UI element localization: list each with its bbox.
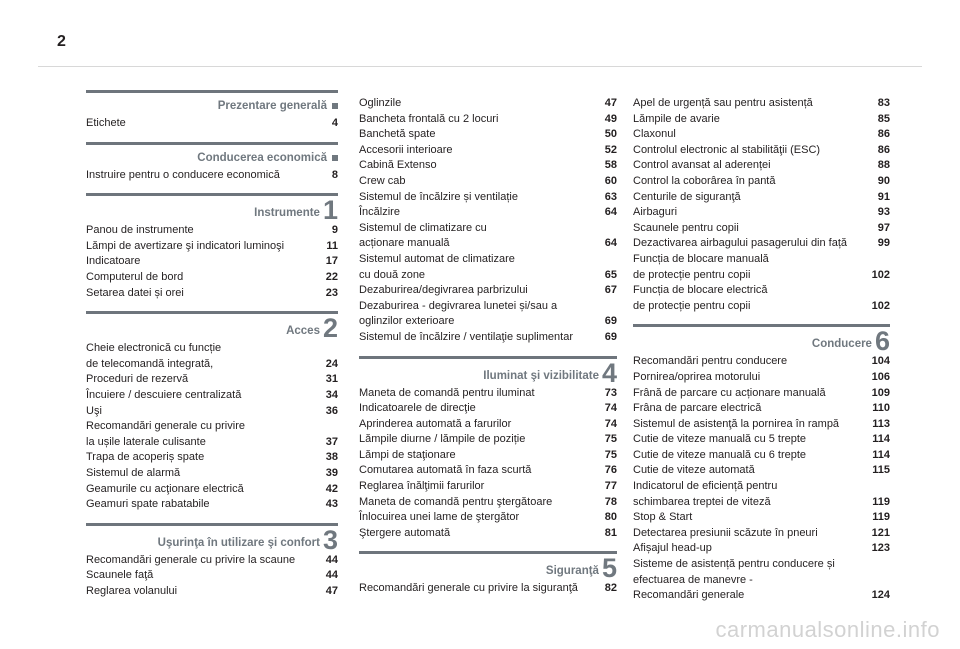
toc-entry-label: Airbaguri bbox=[633, 206, 678, 219]
toc-entry-label: Claxonul bbox=[633, 128, 676, 141]
toc-entry-page: 113 bbox=[872, 417, 890, 430]
toc-entry-page: 64 bbox=[604, 206, 617, 219]
toc-entry-label: Apel de urgență sau pentru asistență bbox=[633, 97, 813, 109]
toc-entry[interactable] bbox=[86, 482, 338, 498]
toc-entry-page: 36 bbox=[325, 404, 338, 417]
section-title: Uşurinţa în utilizare şi confort bbox=[157, 536, 320, 549]
toc-entry[interactable] bbox=[633, 557, 890, 573]
section-title: Siguranţă bbox=[545, 565, 599, 578]
toc-entry[interactable] bbox=[633, 174, 890, 190]
toc-entry-label: Recomandări generale bbox=[633, 589, 745, 602]
section-header bbox=[86, 311, 338, 344]
toc-entry-label: Trapa de acoperiș spate bbox=[86, 451, 205, 464]
toc-entry-page: 102 bbox=[871, 299, 890, 312]
toc-entry-label: Scaunele faţă bbox=[86, 569, 154, 582]
section-header bbox=[86, 142, 338, 166]
toc-entry[interactable] bbox=[359, 283, 617, 299]
toc-entry-page: 24 bbox=[325, 357, 338, 370]
toc-entry-label: acționare manuală bbox=[359, 237, 450, 250]
toc-entry-label: Aprinderea automată a farurilor bbox=[359, 417, 512, 430]
toc-entry[interactable] bbox=[86, 341, 338, 357]
toc-entry-label: Indicatoare bbox=[86, 255, 141, 268]
toc-entry[interactable] bbox=[633, 96, 890, 112]
toc-entry-label: Geamurile cu acţionare electrică bbox=[86, 482, 244, 495]
toc-entry-page: 22 bbox=[325, 270, 338, 283]
toc-entry[interactable] bbox=[633, 573, 890, 589]
toc-entry-page: 44 bbox=[325, 553, 338, 566]
toc-entry[interactable] bbox=[633, 495, 890, 511]
toc-entry-label: Funcția de blocare electrică bbox=[633, 284, 768, 297]
toc-entry-page: 47 bbox=[604, 97, 617, 109]
toc-entry-label: Înlocuirea unei lame de ştergător bbox=[359, 511, 520, 524]
toc-entry-page: 49 bbox=[604, 112, 617, 125]
toc-entry-label: Proceduri de rezervă bbox=[86, 373, 189, 386]
toc-entry[interactable] bbox=[359, 510, 617, 526]
toc-entry-page: 124 bbox=[871, 589, 890, 602]
toc-entry[interactable] bbox=[633, 417, 890, 433]
toc-entry[interactable] bbox=[86, 239, 338, 255]
toc-entry-label: Sistemul de alarmă bbox=[86, 466, 181, 479]
toc-entry-label: Recomandări generale cu privire la scaune bbox=[86, 553, 296, 566]
section-number: 4 bbox=[601, 357, 617, 388]
toc-entry[interactable] bbox=[86, 419, 338, 435]
toc-entry-label: Reglarea înălţimii farurilor bbox=[359, 480, 485, 493]
toc-entry-page: 65 bbox=[604, 268, 617, 281]
toc-entry-page: 121 bbox=[871, 526, 890, 539]
toc-entry[interactable] bbox=[633, 588, 890, 604]
toc-entry-label: Cutie de viteze manuală cu 6 trepte bbox=[633, 448, 807, 461]
toc-entry[interactable] bbox=[633, 479, 890, 495]
toc-entry-page: 85 bbox=[877, 112, 890, 125]
toc-section bbox=[359, 96, 617, 346]
toc-entry-label: Uşi bbox=[86, 404, 102, 417]
toc-entry-page: 67 bbox=[604, 284, 617, 297]
toc-entry-label: de protecție pentru copii bbox=[633, 299, 751, 312]
toc-entry[interactable] bbox=[86, 254, 338, 270]
toc-entry-page: 42 bbox=[325, 482, 338, 495]
toc-entry-page: 86 bbox=[877, 128, 890, 141]
toc-entry-page: 39 bbox=[325, 466, 338, 479]
toc-entry-page: 44 bbox=[325, 569, 338, 582]
toc-entry-page: 102 bbox=[871, 268, 890, 281]
toc-entry-label: Recomandări generale cu privire la siguranţă bbox=[359, 582, 578, 595]
toc-entry-page: 74 bbox=[604, 417, 617, 430]
toc-entry-label: Sistemul de încălzire / ventilaţie suplimentar bbox=[359, 330, 573, 343]
toc-section bbox=[359, 356, 617, 542]
toc-entry[interactable] bbox=[359, 314, 617, 330]
toc-section bbox=[633, 96, 890, 314]
toc-entry-label: de telecomandă integrată, bbox=[86, 357, 214, 370]
toc-entry[interactable] bbox=[359, 432, 617, 448]
toc-section bbox=[86, 90, 338, 132]
toc-entry-page: 80 bbox=[604, 511, 617, 524]
toc-entry-page: 4 bbox=[331, 117, 338, 129]
toc-entry-page: 75 bbox=[604, 433, 617, 446]
section-header bbox=[86, 523, 338, 555]
toc-entry-page: 123 bbox=[871, 542, 890, 555]
toc-entry-label: Instruire pentru o conducere economică bbox=[86, 168, 280, 181]
section-title: Iluminat şi vizibilitate bbox=[483, 369, 599, 382]
toc-entry-page: 91 bbox=[877, 190, 890, 203]
toc-entry-label: Frâna de parcare electrică bbox=[633, 402, 762, 415]
watermark: carmanualsonline.info bbox=[715, 617, 940, 642]
toc-entry[interactable] bbox=[359, 158, 617, 174]
toc-entry-label: Setarea datei și orei bbox=[86, 286, 184, 299]
toc-entry-label: Cutie de viteze manuală cu 5 trepte bbox=[633, 433, 807, 446]
toc-entry[interactable] bbox=[633, 190, 890, 206]
toc-entry[interactable] bbox=[633, 541, 890, 557]
section-number: 5 bbox=[601, 553, 617, 584]
toc-entry[interactable] bbox=[633, 252, 890, 268]
toc-entry-label: Dezactivarea airbagului pasagerului din față bbox=[633, 237, 848, 250]
toc-entry-label: Control avansat al aderenței bbox=[633, 159, 771, 172]
toc-entry[interactable] bbox=[86, 388, 338, 404]
toc-entry-label: Stop & Start bbox=[633, 511, 693, 524]
toc-entry-label: Sistemul automat de climatizare bbox=[359, 252, 515, 265]
toc-entry[interactable] bbox=[86, 553, 338, 569]
toc-entry[interactable] bbox=[359, 463, 617, 479]
toc-entry[interactable] bbox=[86, 466, 338, 482]
toc-entry-page: 34 bbox=[325, 388, 338, 401]
toc-entry-page: 37 bbox=[325, 435, 338, 448]
toc-entry[interactable] bbox=[633, 158, 890, 174]
toc-entry[interactable] bbox=[359, 330, 617, 346]
toc-entry-label: Maneta de comandă pentru ştergătoare bbox=[359, 495, 553, 508]
toc-entry[interactable] bbox=[359, 386, 617, 402]
toc-section bbox=[359, 551, 617, 597]
toc-entry-label: Frână de parcare cu acționare manuală bbox=[633, 386, 826, 399]
toc-entry-label: cu două zone bbox=[359, 268, 426, 281]
toc-entry[interactable] bbox=[359, 268, 617, 284]
toc-entry[interactable] bbox=[633, 112, 890, 128]
toc-entry[interactable] bbox=[86, 450, 338, 466]
toc-entry-label: Sistemul de încălzire și ventilație bbox=[359, 190, 518, 203]
toc-entry-label: Lămpi de avertizare şi indicatori luminoşi bbox=[86, 239, 285, 252]
toc-entry[interactable] bbox=[633, 432, 890, 448]
toc-entry-label: Cutie de viteze automată bbox=[633, 464, 755, 477]
toc-entry-page: 110 bbox=[872, 402, 890, 415]
toc-entry[interactable] bbox=[359, 581, 617, 597]
square-bullet-icon bbox=[332, 155, 338, 161]
toc-entry-page: 75 bbox=[604, 448, 617, 461]
section-title: Conducere bbox=[811, 338, 872, 351]
toc-entry[interactable] bbox=[86, 372, 338, 388]
toc-entry-label: Sistemul de climatizare cu bbox=[359, 221, 487, 234]
section-header bbox=[359, 551, 617, 584]
square-bullet-icon bbox=[332, 103, 338, 109]
toc-entry-page: 119 bbox=[872, 495, 890, 508]
section-number: 6 bbox=[874, 326, 890, 357]
toc-entry-label: Lămpile diurne / lămpile de poziție bbox=[359, 433, 526, 446]
toc-entry[interactable] bbox=[86, 168, 338, 184]
toc-entry[interactable] bbox=[86, 357, 338, 373]
toc-entry-page: 82 bbox=[604, 582, 617, 595]
toc-entry-label: Dezaburirea/degivrarea parbrizului bbox=[359, 284, 528, 297]
toc-entry[interactable] bbox=[633, 354, 890, 370]
toc-entry-page: 114 bbox=[872, 433, 890, 446]
toc-entry-label: la ușile laterale culisante bbox=[86, 435, 206, 448]
toc-entry[interactable] bbox=[86, 435, 338, 451]
toc-entry-label: Pornirea/oprirea motorului bbox=[633, 370, 761, 383]
section-title: Conducerea economică bbox=[197, 151, 327, 164]
toc-entry[interactable] bbox=[633, 448, 890, 464]
toc-entry-label: Bancheta frontală cu 2 locuri bbox=[359, 112, 499, 125]
toc-entry-page: 69 bbox=[604, 315, 617, 328]
toc-entry[interactable] bbox=[633, 299, 890, 315]
toc-entry-label: Indicatoarele de direcţie bbox=[359, 402, 476, 415]
toc-section bbox=[86, 523, 338, 600]
toc-entry[interactable] bbox=[633, 370, 890, 386]
toc-entry[interactable] bbox=[633, 236, 890, 252]
toc-entry-page: 81 bbox=[604, 526, 617, 539]
toc-entry-page: 58 bbox=[604, 159, 617, 172]
toc-entry-label: Indicatorul de eficiență pentru bbox=[633, 480, 778, 493]
toc-entry-label: Panou de instrumente bbox=[86, 224, 194, 237]
toc-entry-label: Controlul electronic al stabilităţii (ESC) bbox=[633, 143, 821, 156]
toc-entry-label: Scaunele pentru copii bbox=[633, 221, 739, 234]
toc-column-1 bbox=[86, 90, 338, 609]
toc-entry-label: Crew cab bbox=[359, 174, 406, 187]
toc-entry[interactable] bbox=[633, 143, 890, 159]
toc-entry-label: Cabină Extenso bbox=[359, 159, 437, 172]
toc-entry[interactable] bbox=[86, 497, 338, 513]
toc-entry-label: efectuarea de manevre - bbox=[633, 573, 753, 586]
toc-entry-label: Sisteme de asistență pentru conducere și bbox=[633, 558, 835, 571]
toc-entry[interactable] bbox=[633, 526, 890, 542]
toc-entry[interactable] bbox=[359, 174, 617, 190]
toc-entry-page: 31 bbox=[325, 373, 338, 386]
section-title: Acces bbox=[286, 325, 320, 338]
toc-entry-page: 64 bbox=[604, 237, 617, 250]
toc-entry[interactable] bbox=[359, 252, 617, 268]
toc-entry-label: Reglarea volanului bbox=[86, 584, 178, 597]
toc-entry-page: 99 bbox=[877, 237, 890, 250]
toc-entry-page: 43 bbox=[325, 498, 338, 511]
toc-section bbox=[86, 193, 338, 301]
toc-entry-label: Afișajul head-up bbox=[633, 542, 712, 555]
toc-entry-page: 11 bbox=[326, 239, 338, 252]
section-number: 3 bbox=[322, 524, 338, 555]
toc-entry-page: 90 bbox=[877, 174, 890, 187]
toc-entry[interactable] bbox=[633, 386, 890, 402]
toc-entry-label: Control la coborârea în pantă bbox=[633, 174, 776, 187]
toc-entry-label: Banchetă spate bbox=[359, 128, 436, 141]
toc-entry-page: 73 bbox=[604, 386, 617, 399]
top-divider bbox=[38, 66, 922, 67]
toc-entry-page: 88 bbox=[877, 159, 890, 172]
section-header bbox=[86, 193, 338, 226]
toc-entry-label: Oglinzile bbox=[359, 97, 402, 109]
page-number: 2 bbox=[57, 33, 66, 50]
toc-entry[interactable] bbox=[359, 96, 617, 112]
toc-entry-label: Detectarea presiunii scăzute în pneuri bbox=[633, 526, 818, 539]
toc-entry-page: 9 bbox=[331, 224, 338, 237]
section-header bbox=[359, 356, 617, 388]
toc-entry[interactable] bbox=[359, 143, 617, 159]
toc-entry-label: Dezaburirea - degivrarea lunetei și/sau a bbox=[359, 299, 558, 312]
toc-entry-label: Recomandări pentru conducere bbox=[633, 355, 788, 368]
toc-section bbox=[633, 324, 890, 604]
toc-entry-label: Maneta de comandă pentru iluminat bbox=[359, 386, 535, 399]
toc-entry[interactable] bbox=[86, 404, 338, 420]
toc-entry[interactable] bbox=[633, 268, 890, 284]
toc-entry-label: Ştergere automată bbox=[359, 526, 451, 539]
toc-entry-page: 86 bbox=[877, 143, 890, 156]
toc-entry-page: 23 bbox=[325, 286, 338, 299]
toc-entry-page: 115 bbox=[872, 464, 890, 477]
toc-entry-label: de protecție pentru copii bbox=[633, 268, 751, 281]
toc-column-3 bbox=[633, 90, 890, 614]
toc-entry[interactable] bbox=[86, 584, 338, 600]
toc-entry-label: Încuiere / descuiere centralizată bbox=[86, 388, 242, 401]
toc-entry[interactable] bbox=[86, 223, 338, 239]
toc-entry[interactable] bbox=[359, 495, 617, 511]
toc-entry-label: Centurile de siguranţă bbox=[633, 190, 741, 203]
toc-entry[interactable] bbox=[359, 190, 617, 206]
section-title: Instrumente bbox=[254, 207, 320, 220]
toc-entry-label: Etichete bbox=[86, 117, 126, 129]
toc-column-2 bbox=[359, 90, 617, 607]
toc-entry-page: 83 bbox=[877, 97, 890, 109]
toc-entry-page: 76 bbox=[604, 464, 617, 477]
section-number: 2 bbox=[322, 313, 338, 344]
toc-entry-label: Lămpile de avarie bbox=[633, 112, 720, 125]
toc-entry-page: 8 bbox=[331, 168, 338, 181]
toc-entry-page: 47 bbox=[325, 584, 338, 597]
toc-entry[interactable] bbox=[633, 221, 890, 237]
toc-entry[interactable] bbox=[359, 299, 617, 315]
toc-entry-page: 60 bbox=[604, 174, 617, 187]
toc-entry[interactable] bbox=[359, 112, 617, 128]
toc-entry-label: Accesorii interioare bbox=[359, 143, 453, 156]
toc-entry[interactable] bbox=[359, 205, 617, 221]
toc-entry-label: Cheie electronică cu funcție bbox=[86, 342, 222, 355]
toc-entry-page: 104 bbox=[871, 355, 890, 368]
toc-entry-page: 106 bbox=[871, 370, 890, 383]
toc-entry[interactable] bbox=[359, 448, 617, 464]
toc-entry-page: 74 bbox=[604, 402, 617, 415]
toc-entry-label: Lămpi de staţionare bbox=[359, 448, 456, 461]
toc-entry[interactable] bbox=[633, 401, 890, 417]
toc-entry-page: 52 bbox=[604, 143, 617, 156]
section-header bbox=[86, 90, 338, 114]
section-header bbox=[633, 324, 890, 357]
toc-entry-page: 109 bbox=[871, 386, 890, 399]
section-title: Prezentare generală bbox=[217, 100, 327, 112]
toc-entry[interactable] bbox=[633, 283, 890, 299]
toc-entry[interactable] bbox=[633, 510, 890, 526]
toc-entry[interactable] bbox=[359, 401, 617, 417]
toc-entry-label: Comutarea automată în faza scurtă bbox=[359, 464, 532, 477]
toc-entry-page: 38 bbox=[325, 451, 338, 464]
toc-entry[interactable] bbox=[633, 463, 890, 479]
toc-entry[interactable] bbox=[359, 236, 617, 252]
toc-section bbox=[86, 142, 338, 184]
toc-entry-label: Funcția de blocare manuală bbox=[633, 252, 769, 265]
toc-entry-page: 78 bbox=[604, 495, 617, 508]
toc-entry[interactable] bbox=[359, 127, 617, 143]
toc-entry[interactable] bbox=[359, 526, 617, 542]
toc-entry-label: Computerul de bord bbox=[86, 270, 184, 283]
toc-entry[interactable] bbox=[359, 417, 617, 433]
toc-entry[interactable] bbox=[86, 568, 338, 584]
toc-entry-label: Recomandări generale cu privire bbox=[86, 420, 245, 433]
section-number: 1 bbox=[322, 195, 338, 226]
toc-entry-label: Încălzire bbox=[359, 206, 400, 219]
toc-entry[interactable] bbox=[359, 221, 617, 237]
toc-entry-label: schimbarea treptei de viteză bbox=[633, 495, 771, 508]
toc-entry-label: Sistemul de asistenţă la pornirea în rampă bbox=[633, 417, 840, 430]
toc-entry[interactable] bbox=[633, 205, 890, 221]
toc-entry[interactable] bbox=[633, 127, 890, 143]
toc-section bbox=[86, 311, 338, 513]
toc-entry[interactable] bbox=[86, 270, 338, 286]
toc-entry-page: 93 bbox=[877, 206, 890, 219]
toc-entry-label: Geamuri spate rabatabile bbox=[86, 498, 210, 511]
toc-entry-page: 50 bbox=[604, 128, 617, 141]
toc-entry-page: 97 bbox=[877, 221, 890, 234]
toc-entry[interactable] bbox=[86, 116, 338, 132]
toc-entry-page: 114 bbox=[872, 448, 890, 461]
toc-entry-page: 77 bbox=[604, 480, 617, 493]
toc-entry-label: oglinzilor exterioare bbox=[359, 315, 455, 328]
toc-entry-page: 69 bbox=[604, 330, 617, 343]
toc-entry-page: 17 bbox=[325, 255, 338, 268]
toc-entry-page: 63 bbox=[604, 190, 617, 203]
toc-entry[interactable] bbox=[359, 479, 617, 495]
toc-entry-page: 119 bbox=[872, 511, 890, 524]
toc-entry[interactable] bbox=[86, 286, 338, 302]
